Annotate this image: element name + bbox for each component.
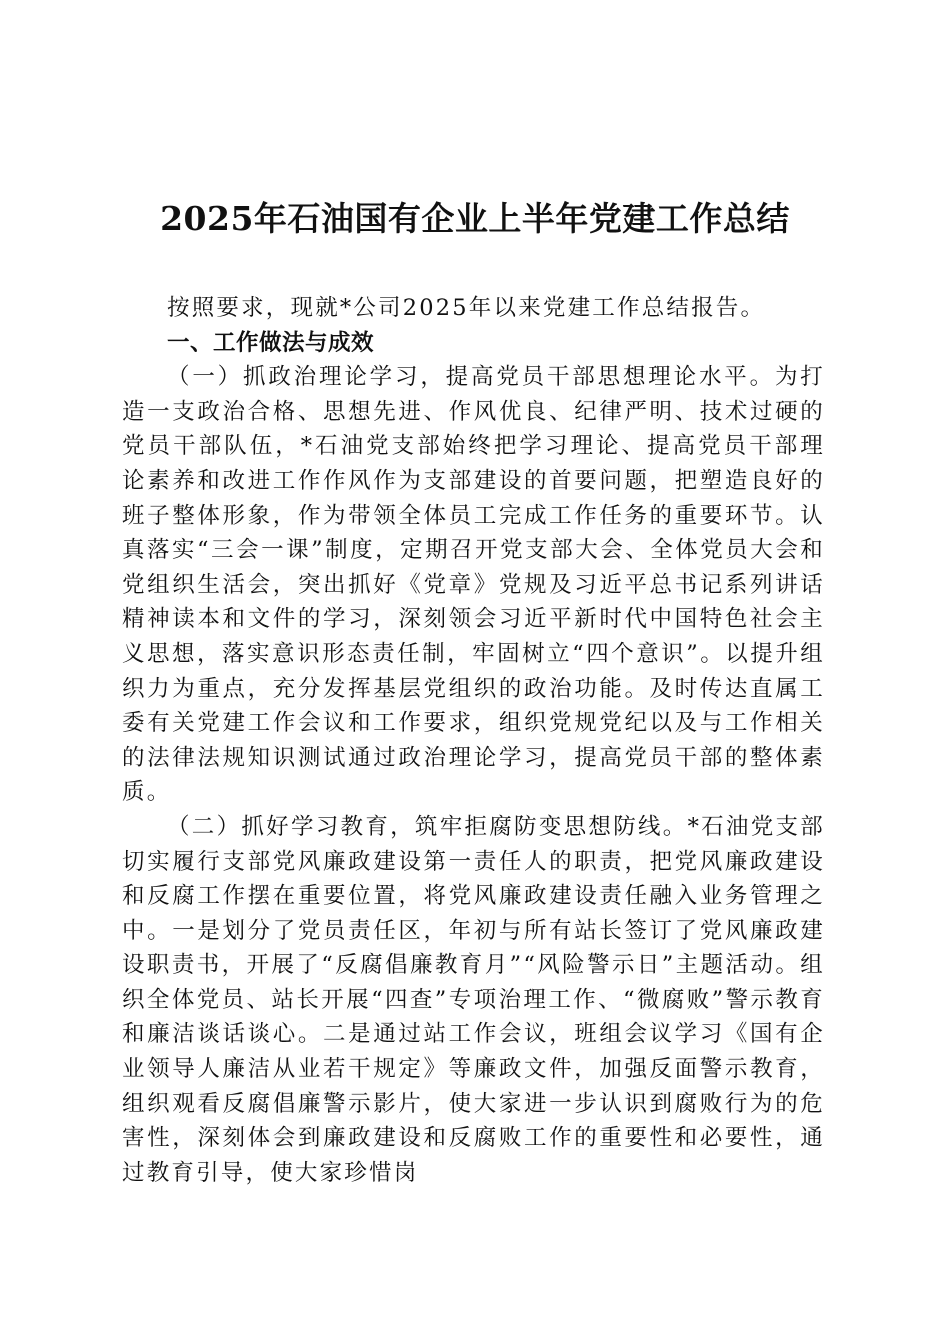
document-title: 2025年石油国有企业上半年党建工作总结 bbox=[160, 199, 790, 238]
section-heading: 一、工作做法与成效 bbox=[167, 329, 375, 356]
intro-paragraph: 按照要求，现就*公司2025年以来党建工作总结报告。 bbox=[167, 295, 766, 321]
document-body bbox=[122, 291, 825, 1190]
paragraph-2: （二）抓好学习教育，筑牢拒腐防变思想防线。*石油党支部切实履行支部党风廉政建设第一责任人的职责，把党风廉政建设和反腐工作摆在重要位置，将党风廉政建设责任融入业务管理之中。一是划分了党员责任区，年初与所有站长签订了党风廉政建设职责书，开展了“反腐倡廉教育月”“风险警示日”主题活动。组织全体党员、站长开展“四查”专项治理工作、“微腐败”警示教育和廉洁谈话谈心。二是通过站工作会议，班组会议学习《国有企业领导人廉洁从业若干规定》等廉政文件，加强反面警示教育，组织观看反腐倡廉警示影片，使大家进一步认识到腐败行为的危害性，深刻体会到廉政建设和反腐败工作的重要性和必要性，通过教育引导，使大家珍惜岗 bbox=[122, 813, 825, 1186]
paragraph-1: （一）抓政治理论学习，提高党员干部思想理论水平。为打造一支政治合格、思想先进、作风优良、纪律严明、技术过硬的党员干部队伍，*石油党支部始终把学习理论、提高党员干部理论素养和改进工作作风作为支部建设的首要问题，把塑造良好的班子整体形象，作为带领全体员工完成工作任务的重要环节。认真落实“三会一课”制度，定期召开党支部大会、全体党员大会和党组织生活会，突出抓好《党章》党规及习近平总书记系列讲话精神读本和文件的学习，深刻领会习近平新时代中国特色社会主义思想，落实意识形态责任制，牢固树立“四个意识”。以提升组织力为重点，充分发挥基层党组织的政治功能。及时传达直属工委有关党建工作会议和工作要求，组织党规党纪以及与工作相关的法律法规知识测试通过政治理论学习，提高党员干部的整体素质。 bbox=[122, 364, 825, 806]
